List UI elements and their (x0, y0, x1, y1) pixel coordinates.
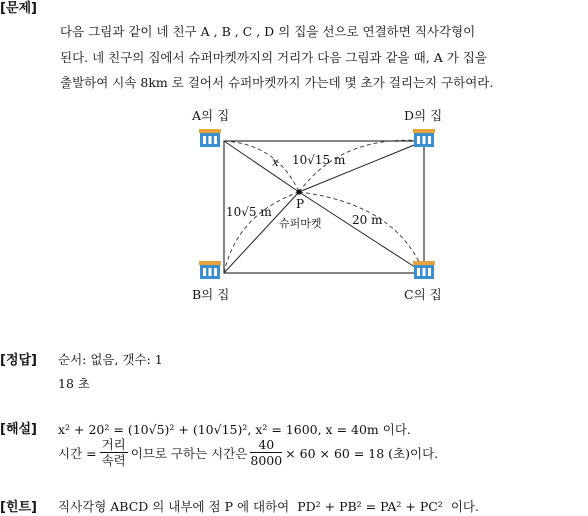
fraction2-denominator: 8000 (250, 453, 283, 468)
fraction-numerator: 거리 (101, 437, 126, 452)
problem-line-1: 다음 그림과 같이 네 친구 A , B , C , D 의 집을 선으로 연결하면 직사각형이 (60, 24, 476, 39)
fraction-40-8000 (250, 437, 282, 468)
line-pa (224, 141, 299, 192)
house-b-icon (199, 261, 221, 279)
problem-line-2: 된다. 네 친구의 집에서 슈퍼마켓까지의 거리가 다음 그림과 같을 때, A 가 집을 (60, 50, 487, 65)
hint-tag: [힌트] (0, 500, 37, 515)
label-a: A의 집 (192, 108, 230, 123)
label-pb: 10√5 m (226, 205, 272, 219)
hint-text (58, 497, 479, 515)
house-c-icon (413, 261, 435, 279)
hint-suffix: 이다. (450, 499, 479, 514)
fraction-distance-speed (100, 437, 128, 468)
line-pc (299, 192, 424, 273)
label-c: C의 집 (404, 287, 442, 302)
problem-line-3: 출발하여 시속 8km 로 걸어서 슈퍼마켓까지 가는데 몇 초가 걸리는지 구하여라. (60, 75, 494, 90)
label-p: P (296, 197, 305, 211)
label-b: B의 집 (192, 287, 230, 302)
fraction2-numerator: 40 (250, 437, 282, 453)
problem-tag: [문제] (0, 1, 37, 16)
solution-tag: [해설] (0, 422, 37, 437)
answer-line-2: 18 초 (58, 376, 90, 391)
hint-prefix: 직사각형 ABCD 의 내부에 점 P 에 대하여 (58, 499, 290, 514)
label-pd: 10√15 m (292, 153, 346, 167)
hint-equation: PD² + PB² = PA² + PC² (297, 499, 443, 514)
fraction-denominator: 속력 (101, 453, 126, 468)
answer-line-1: 순서: 없음, 갯수: 1 (58, 352, 163, 367)
eq2-mid: 이므로 구하는 시간은 (130, 445, 248, 461)
eq2-prefix: 시간 = (58, 445, 97, 461)
label-store: 슈퍼마켓 (279, 217, 322, 230)
rectangle-figure (182, 104, 472, 304)
solution-eq-1: x² + 20² = (10√5)² + (10√15)², x² = 1600, x = 40m 이다. (58, 422, 411, 437)
label-d: D의 집 (404, 108, 443, 123)
answer-tag: [정답] (0, 353, 37, 368)
point-p (296, 189, 301, 194)
house-a-icon (199, 129, 221, 147)
solution-eq-2 (58, 437, 438, 468)
label-x: x (272, 155, 279, 169)
house-d-icon (413, 129, 435, 147)
eq2-suffix: × 60 × 60 = 18 (초)이다. (285, 445, 439, 461)
label-pc: 20 m (352, 213, 383, 227)
